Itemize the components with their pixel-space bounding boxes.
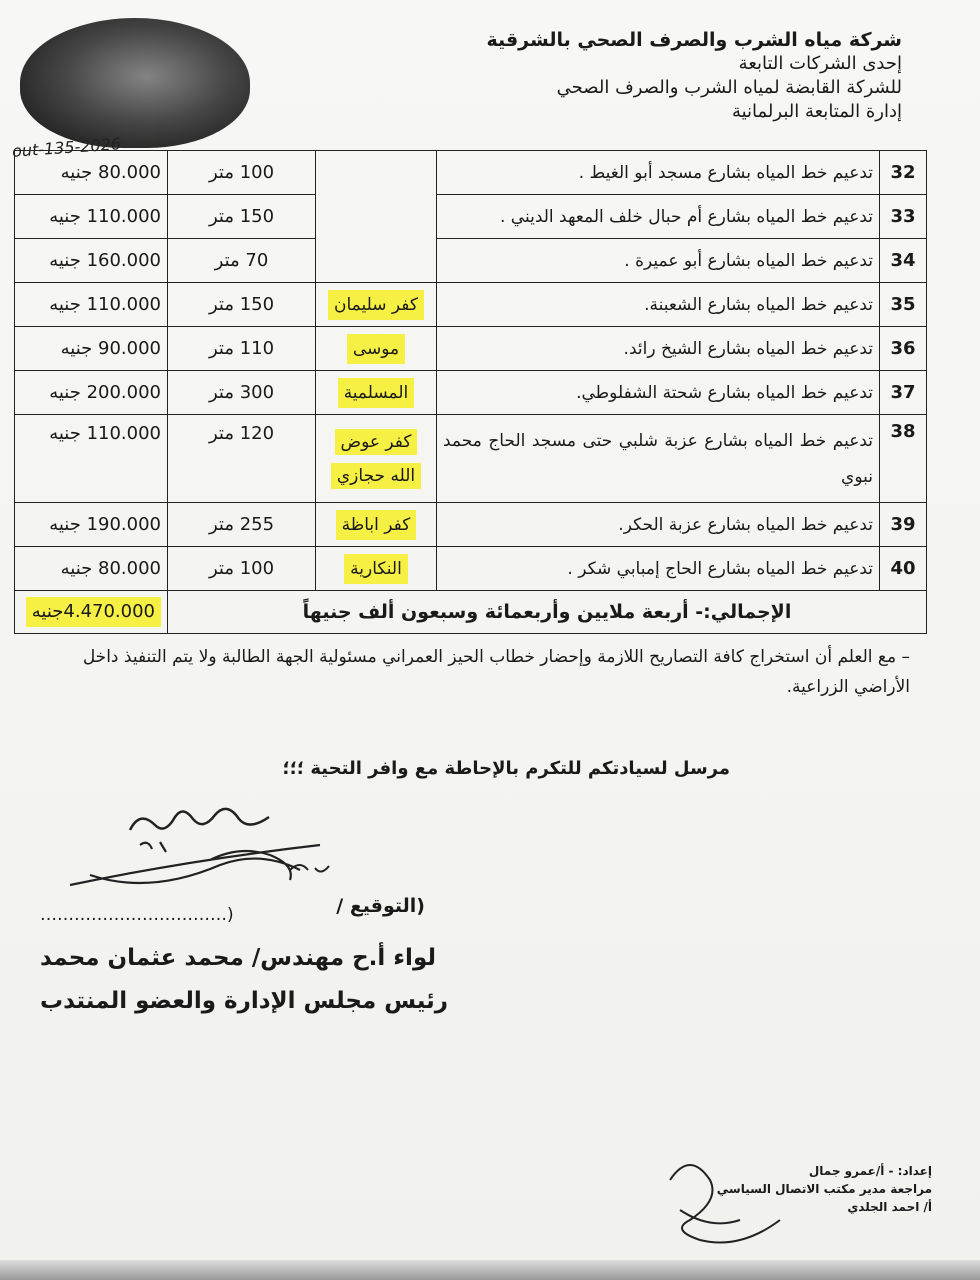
total-label: الإجمالي:- أربعة ملايين وأربعمائة وسبعون ألف جنيهاً	[168, 591, 927, 634]
closing-line: مرسل لسيادتكم للتكرم بالإحاطة مع وافر التحية ؛؛؛	[282, 758, 730, 779]
row-number: 40	[880, 547, 927, 591]
row-description: تدعيم خط المياه بشارع مسجد أبو الغيط .	[437, 151, 880, 195]
table-row	[15, 415, 927, 503]
holding-line: للشركة القابضة لمياه الشرب والصرف الصحي	[556, 77, 902, 98]
row-cost: 80.000 جنيه	[15, 547, 168, 591]
table-row	[15, 503, 927, 547]
page-bottom-edge	[0, 1260, 980, 1280]
letterhead	[462, 28, 902, 124]
company-logo	[20, 18, 250, 148]
row-description: تدعيم خط المياه بشارع أبو عميرة .	[437, 239, 880, 283]
row-length: 300 متر	[168, 371, 316, 415]
prepared-line-1: إعداد: - أ/عمرو جمال	[808, 1164, 932, 1178]
affiliate-line: إحدى الشركات التابعة	[738, 53, 902, 74]
row-number: 33	[880, 195, 927, 239]
table-row	[15, 371, 927, 415]
row-number: 37	[880, 371, 927, 415]
department-line: إدارة المتابعة البرلمانية	[731, 101, 902, 122]
total-row	[15, 591, 927, 634]
row-description: تدعيم خط المياه بشارع الشعبنة.	[437, 283, 880, 327]
row-cost: 190.000 جنيه	[15, 503, 168, 547]
row-cost: 110.000 جنيه	[15, 283, 168, 327]
row-cost: 110.000 جنيه	[15, 415, 168, 503]
row-number: 35	[880, 283, 927, 327]
row-description: تدعيم خط المياه بشارع الحاج إمبابي شكر .	[437, 547, 880, 591]
table-row	[15, 195, 927, 239]
total-value: 4.470.000جنيه	[26, 597, 161, 627]
row-length: 150 متر	[168, 195, 316, 239]
row-length: 110 متر	[168, 327, 316, 371]
row-village	[316, 371, 437, 415]
row-length: 100 متر	[168, 151, 316, 195]
row-length: 100 متر	[168, 547, 316, 591]
row-number: 38	[880, 415, 927, 503]
table-row	[15, 151, 927, 195]
prepared-line-3: أ/ احمد الجلدي	[847, 1200, 932, 1214]
row-description: تدعيم خط المياه بشارع أم حبال خلف المعهد الديني .	[437, 195, 880, 239]
village-highlight: النكارية	[344, 554, 408, 584]
row-description: تدعيم خط المياه بشارع الشيخ رائد.	[437, 327, 880, 371]
signatory-title: رئيس مجلس الإدارة والعضو المنتدب	[40, 988, 449, 1014]
prepared-line-2: مراجعة مدير مكتب الاتصال السياسي	[716, 1182, 932, 1196]
village-highlight-2: الله حجازي	[331, 463, 421, 489]
table-row	[15, 283, 927, 327]
village-highlight: كفر سليمان	[328, 290, 424, 320]
row-village	[316, 283, 437, 327]
table-row	[15, 547, 927, 591]
row-cost: 90.000 جنيه	[15, 327, 168, 371]
row-description: تدعيم خط المياه بشارع عزبة الحكر.	[437, 503, 880, 547]
village-highlight: كفر عوض	[335, 429, 418, 455]
row-number: 36	[880, 327, 927, 371]
company-name: شركة مياه الشرب والصرف الصحي بالشرقية	[486, 29, 902, 51]
row-length: 120 متر	[168, 415, 316, 503]
village-highlight: المسلمية	[338, 378, 415, 408]
row-length: 150 متر	[168, 283, 316, 327]
projects-table	[14, 150, 922, 650]
reference-number: out-135-2026	[11, 134, 122, 161]
row-village	[316, 547, 437, 591]
row-cost: 110.000 جنيه	[15, 195, 168, 239]
row-village	[316, 415, 437, 503]
row-length: 70 متر	[168, 239, 316, 283]
table-row	[15, 239, 927, 283]
row-village	[316, 503, 437, 547]
signatory-name: لواء أ.ح مهندس/ محمد عثمان محمد	[40, 945, 436, 971]
village-highlight: كفر اباظة	[336, 510, 417, 540]
row-description: تدعيم خط المياه بشارع عزبة شلبي حتى مسجد الحاج محمد نبوي	[437, 415, 880, 503]
signature-label: (التوقيع /	[336, 895, 425, 917]
prepared-by	[717, 1162, 932, 1216]
row-number: 39	[880, 503, 927, 547]
row-description: تدعيم خط المياه بشارع شحتة الشفلوطي.	[437, 371, 880, 415]
table-row	[15, 327, 927, 371]
row-village	[316, 151, 437, 283]
total-value-cell	[15, 591, 168, 634]
row-length: 255 متر	[168, 503, 316, 547]
signature-dots: ……………………………)	[40, 905, 234, 925]
row-cost: 200.000 جنيه	[15, 371, 168, 415]
row-cost: 160.000 جنيه	[15, 239, 168, 283]
note-paragraph: – مع العلم أن استخراج كافة التصاريح اللازمة وإحضار خطاب الحيز العمراني مسئولية الجهة الطالبة ولا يتم التنفيذ داخل الأراضي الزراعية.	[82, 647, 910, 697]
row-number: 32	[880, 151, 927, 195]
row-village	[316, 327, 437, 371]
village-highlight: موسى	[347, 334, 405, 364]
row-cost: 80.000 جنيه	[15, 151, 168, 195]
row-number: 34	[880, 239, 927, 283]
